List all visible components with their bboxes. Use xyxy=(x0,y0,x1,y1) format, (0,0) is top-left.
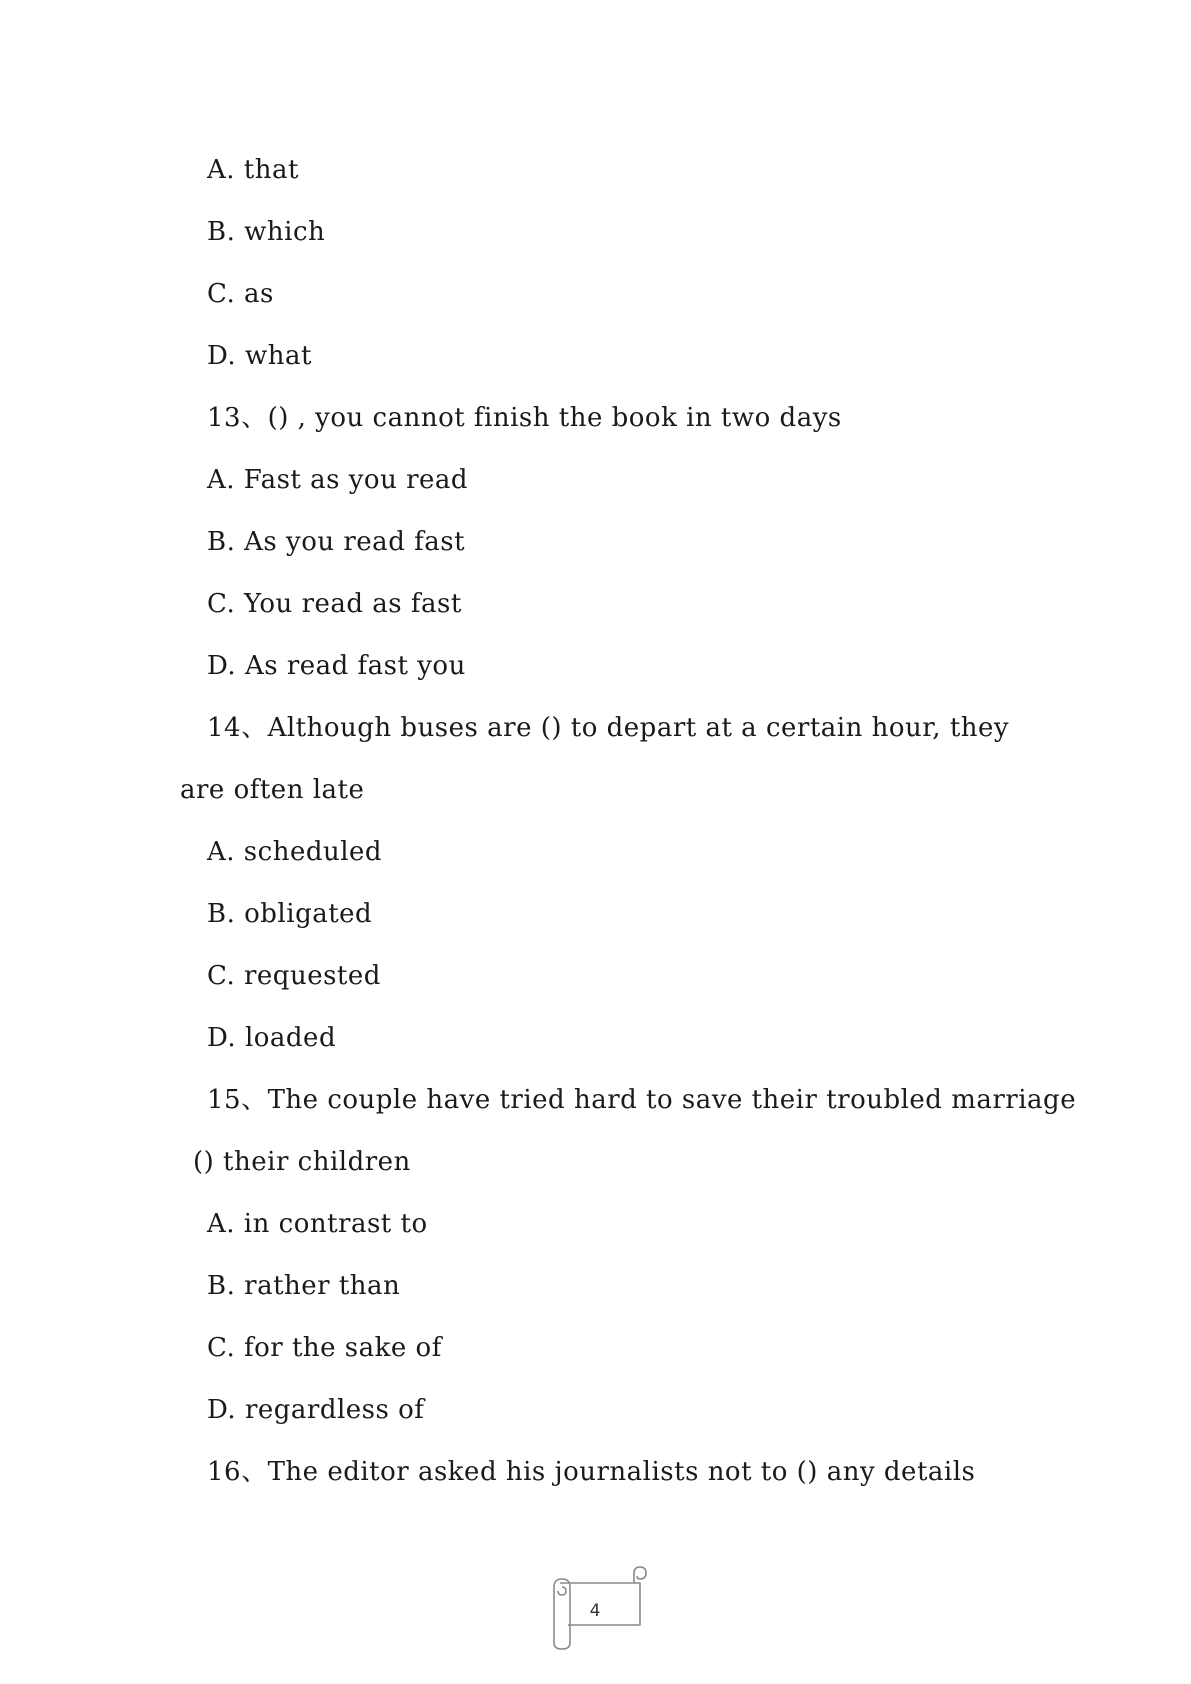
option-line: C. as xyxy=(207,279,274,309)
option-line: A. Fast as you read xyxy=(207,465,469,495)
option-line: B. As you read fast xyxy=(207,527,466,557)
option-line: A. scheduled xyxy=(207,837,383,867)
page-number: 4 xyxy=(589,1601,601,1621)
option-line: D. regardless of xyxy=(207,1395,425,1425)
option-line: D. loaded xyxy=(207,1023,337,1053)
option-line: C. You read as fast xyxy=(207,589,462,619)
option-line: A. in contrast to xyxy=(207,1209,428,1239)
option-line: B. obligated xyxy=(207,899,373,929)
option-line: C. requested xyxy=(207,961,381,991)
question-14-continuation: are often late xyxy=(180,775,365,805)
question-14: 14、Although buses are () to depart at a certain hour, they xyxy=(207,713,1010,743)
option-line: D. what xyxy=(207,341,312,371)
page-footer xyxy=(540,1565,650,1651)
option-line: B. rather than xyxy=(207,1271,401,1301)
option-line: C. for the sake of xyxy=(207,1333,442,1363)
option-line: A. that xyxy=(207,155,299,185)
question-13: 13、() , you cannot finish the book in two days xyxy=(207,403,842,433)
option-line: B. which xyxy=(207,217,326,247)
question-15: 15、The couple have tried hard to save their troubled marriage xyxy=(207,1085,1077,1115)
option-line: D. As read fast you xyxy=(207,651,466,681)
question-16: 16、The editor asked his journalists not to () any details xyxy=(207,1457,976,1487)
question-15-continuation: () their children xyxy=(193,1147,411,1177)
